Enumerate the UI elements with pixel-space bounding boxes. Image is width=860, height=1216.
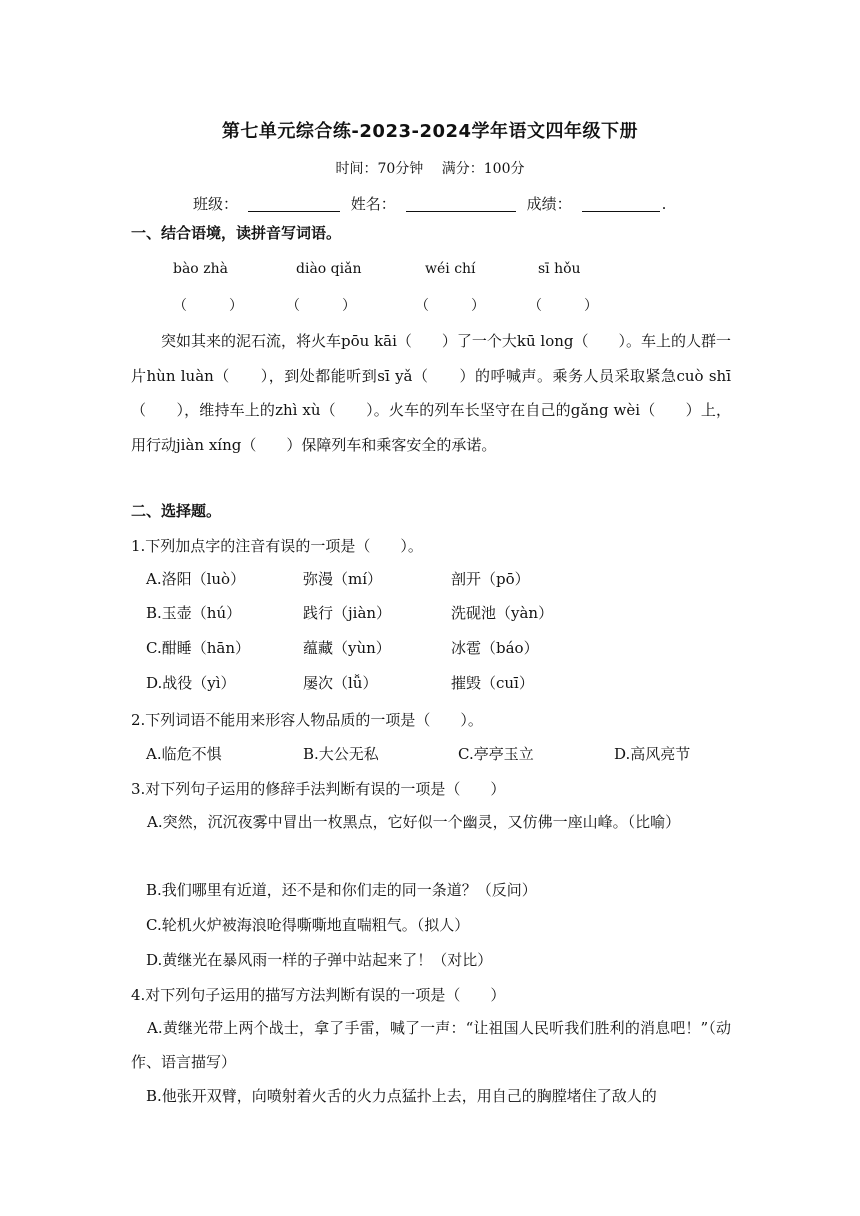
q1-word: 践行（jiàn） <box>303 604 392 622</box>
name-blank[interactable] <box>406 195 516 212</box>
q2-option-c[interactable]: C.亭亭玉立 <box>458 745 534 763</box>
question-1-stem: 1.下列加点字的注音有误的一项是（ ）。 <box>131 537 423 555</box>
name-label: 姓名： <box>350 195 396 213</box>
q1-word: 冰雹（báo） <box>451 639 539 657</box>
pinyin-item: bào zhà <box>173 261 228 277</box>
q4-option-b[interactable]: B.他张开双臂，向喷射着火舌的火力点猛扑上去，用自己的胸膛堵住了敌人的 <box>146 1087 657 1105</box>
q1-option[interactable]: A.洛阳（luò） <box>146 570 246 588</box>
student-info-row <box>193 193 666 214</box>
question-2-stem: 2.下列词语不能用来形容人物品质的一项是（ ）。 <box>131 711 483 729</box>
page-title: 第七单元综合练-2023-2024学年语文四年级下册 <box>221 121 639 142</box>
q2-option-d[interactable]: D.高风亮节 <box>614 745 691 763</box>
q1-word: 剖开（pō） <box>451 570 530 588</box>
grade-blank[interactable] <box>582 195 660 212</box>
question-3-stem: 3.对下列句子运用的修辞手法判断有误的一项是（ ） <box>131 780 506 798</box>
q4-option-a[interactable]: A.黄继光带上两个战士，拿了手雷，喊了一声：“让祖国人民听我们胜利的消息吧！”（动作、语言描写） <box>131 1019 731 1071</box>
q1-option[interactable]: B.玉壶（hú） <box>146 604 242 622</box>
class-blank[interactable] <box>248 195 340 212</box>
grade-label: 成绩： <box>526 195 572 213</box>
answer-blank[interactable]: （ ） <box>528 298 598 314</box>
section-1-heading: 一、结合语境，读拼音写词语。 <box>131 224 342 242</box>
answer-blank[interactable]: （ ） <box>173 298 243 314</box>
exam-meta <box>0 158 860 178</box>
q3-option-a[interactable]: A.突然，沉沉夜雾中冒出一枚黑点，它好似一个幽灵，又仿佛一座山峰。（比喻） <box>147 813 681 831</box>
answer-blank[interactable]: （ ） <box>286 298 356 314</box>
answer-blank[interactable]: （ ） <box>415 298 485 314</box>
class-label: 班级： <box>193 195 239 213</box>
q3-option-c[interactable]: C.轮机火炉被海浪呛得嘶嘶地直喘粗气。（拟人） <box>146 916 470 934</box>
q1-option[interactable]: D.战役（yì） <box>146 674 236 692</box>
pinyin-item: wéi chí <box>425 261 476 277</box>
q1-word: 洗砚池（yàn） <box>451 604 554 622</box>
q1-word: 弥漫（mí） <box>303 570 383 588</box>
section-2-heading: 二、选择题。 <box>131 502 222 520</box>
q1-option[interactable]: C.酣睡（hān） <box>146 639 250 657</box>
q1-word: 屡次（lǚ） <box>303 674 378 692</box>
question-4-stem: 4.对下列句子运用的描写方法判断有误的一项是（ ） <box>131 986 506 1004</box>
full-score: 满分：100分 <box>441 161 525 177</box>
pinyin-item: diào qiǎn <box>296 261 362 277</box>
pinyin-item: sī hǒu <box>538 261 581 277</box>
q3-option-d[interactable]: D.黄继光在暴风雨一样的子弹中站起来了！（对比） <box>146 951 493 969</box>
q1-word: 摧毁（cuī） <box>451 674 534 692</box>
q3-option-b[interactable]: B.我们哪里有近道，还不是和你们走的同一条道？（反问） <box>146 881 537 899</box>
q2-option-a[interactable]: A.临危不惧 <box>146 745 222 763</box>
period: . <box>661 195 667 213</box>
passage-text: 突如其来的泥石流，将火车pōu kāi（ ）了一个大kū long（ ）。车上的人群一片hùn luàn（ ），到处都能听到sī yǎ（ ）的呼喊声。乘务人员采取紧急cuò shī（ ），维持车上的zhì xù（ ）。火车的列车长坚守在自己的gǎng wèi（ ）上，用行动jiàn xíng（ ）保障列车和乘客安全的承诺。 <box>131 332 732 454</box>
q2-option-b[interactable]: B.大公无私 <box>303 745 379 763</box>
time-limit: 时间：70分钟 <box>335 161 424 177</box>
q1-word: 蕴藏（yùn） <box>303 639 391 657</box>
